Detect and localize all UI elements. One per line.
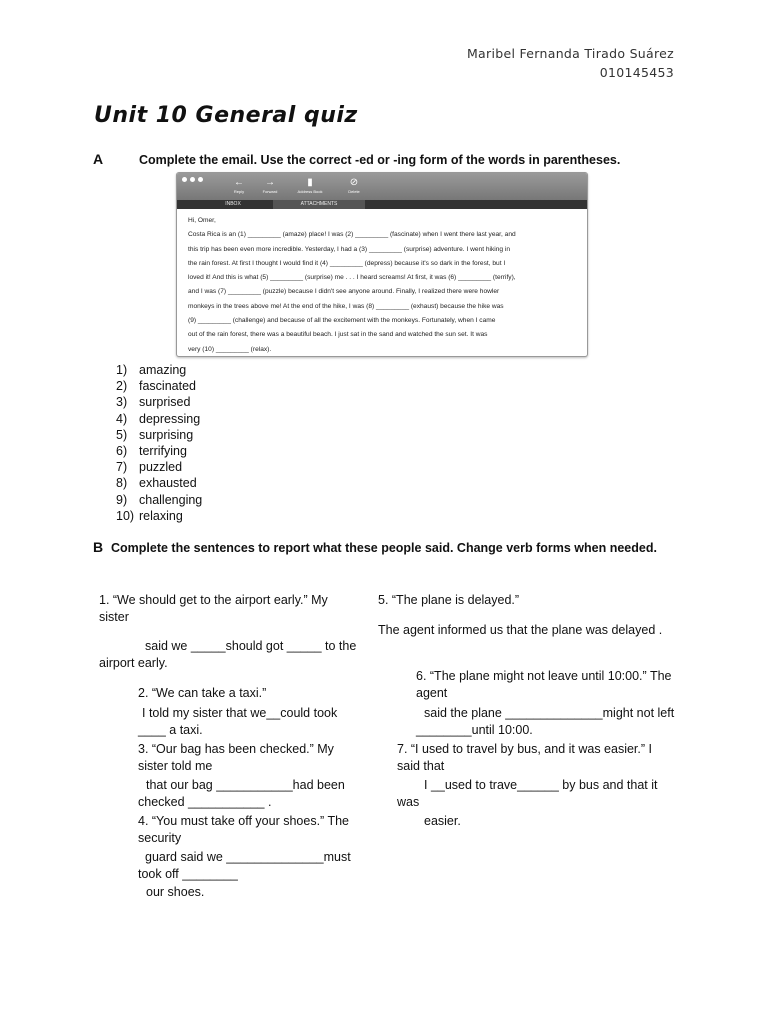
email-image [176, 172, 588, 357]
section-a-instruction: Complete the email. Use the correct -ed or -ing form of the words in parentheses. [139, 153, 621, 167]
section-b-instruction: Complete the sentences to report what these people said. Change verb forms when needed. [111, 541, 657, 555]
question-6-quote: 6. “The plane might not leave until 10:00.” The agent [416, 669, 672, 700]
forward-label: Forward [262, 189, 278, 194]
answer-number: 1) [116, 363, 128, 377]
answer-number: 3) [116, 395, 128, 410]
email-line: Costa Rica is an (1) _________ (amaze) place! I was (2) _________ (fascinate) when I went there last year, and [188, 231, 516, 239]
answer-text: exhausted [139, 476, 197, 491]
question-1-answer: said we _____should got _____ to the airport early. [99, 639, 357, 670]
reply-button [226, 177, 252, 195]
email-line: this trip has been even more incredible. Yesterday, I had a (3) _________ (surprise) adventure. I went hiking in [188, 245, 511, 253]
address-book-icon: ▮ [307, 177, 313, 188]
answer-text: depressing [139, 411, 201, 426]
forward-arrow-icon: → [265, 177, 275, 188]
email-line: (9) _________ (challenge) and because of all the excitement with the monkeys. Fortunately, when I came [188, 317, 496, 325]
email-line: Hi, Omer, [188, 217, 216, 224]
section-b-letter: B [93, 539, 104, 555]
delete-label: Delete [348, 189, 360, 194]
author-id: 010145453 [599, 65, 674, 80]
question-1-quote: 1. “We should get to the airport early.” My sister [99, 593, 328, 624]
list-item [116, 427, 202, 443]
answer-number: 4) [116, 411, 128, 426]
forward-button [257, 177, 283, 195]
question-7-quote: 7. “I used to travel by bus, and it was easier.” I said that [397, 742, 652, 773]
window-dot-icon [182, 177, 187, 182]
question-2-quote: 2. “We can take a taxi.” [138, 686, 267, 700]
reply-arrow-icon: ← [234, 177, 244, 188]
list-item [116, 378, 202, 394]
email-line: very (10) _________ (relax). [188, 345, 272, 353]
question-5-answer: The agent informed us that the plane was delayed . [378, 623, 663, 637]
question-5-quote: 5. “The plane is delayed.” [378, 593, 520, 607]
address-book-button [294, 177, 326, 195]
email-line: and I was (7) _________ (puzzle) because I didn't see anyone around. Finally, I realized there were howler [188, 288, 500, 296]
list-item [116, 459, 202, 475]
answer-text: terrifying [139, 444, 187, 459]
list-item [116, 411, 202, 427]
window-dot-icon [198, 177, 203, 182]
answer-number: 7) [116, 460, 128, 475]
section-a-letter: A [93, 151, 104, 167]
email-line: loved it! And this is what (5) _________ (surprise) me . . . I heard screams! At first, it was (6) _________ (terrify), [188, 274, 516, 282]
question-6-answer: said the plane ______________might not left ________until 10:00. [416, 706, 675, 737]
question-4-answer: guard said we ______________must took off ________ [138, 850, 351, 881]
question-4-quote: 4. “You must take off your shoes.” The security [138, 814, 349, 845]
question-4-continuation: our shoes. [146, 885, 205, 899]
question-7-continuation: easier. [424, 814, 461, 828]
question-2-answer: I told my sister that we__could took ____ a taxi. [138, 706, 338, 737]
author-name: Maribel Fernanda Tirado Suárez [466, 46, 674, 61]
list-item [116, 394, 202, 410]
address-book-label: Address Book [297, 189, 323, 194]
email-body [188, 214, 580, 357]
reply-label: Reply [233, 189, 245, 194]
answer-number: 9) [116, 492, 128, 507]
list-item [116, 362, 202, 378]
answer-text: challenging [139, 492, 203, 507]
tab-inbox: INBOX [225, 201, 241, 207]
answer-text: surprised [139, 395, 191, 410]
answer-number: 8) [116, 476, 128, 491]
page-title: Unit 10 General quiz [94, 103, 358, 128]
answer-text: puzzled [139, 460, 183, 475]
question-3-answer: that our bag ___________had been checked ___________ . [138, 778, 345, 809]
list-item [116, 443, 202, 459]
answer-number: 10) [116, 508, 135, 523]
question-7-answer: I __used to trave______ by bus and that it was [397, 778, 658, 809]
answer-list [116, 362, 202, 524]
answer-text: fascinated [139, 379, 196, 394]
tab-attachments: ATTACHMENTS [273, 200, 365, 209]
delete-icon: ⊘ [349, 177, 359, 188]
answer-number: 2) [116, 379, 128, 394]
email-line: the rain forest. At first I thought I would find it (4) _________ (depress) because it's so dark in the forest, but I [188, 259, 506, 267]
answer-text: relaxing [139, 508, 183, 523]
delete-button [341, 177, 367, 195]
answer-text: surprising [139, 427, 194, 442]
window-dot-icon [190, 177, 195, 182]
list-item [116, 508, 202, 524]
email-tabs [177, 200, 587, 209]
question-3-quote: 3. “Our bag has been checked.” My sister told me [138, 742, 334, 773]
answer-number: 6) [116, 444, 128, 459]
list-item [116, 475, 202, 491]
list-item [116, 492, 202, 508]
answer-text: amazing [139, 363, 187, 377]
email-toolbar [177, 173, 587, 200]
answer-number: 5) [116, 427, 128, 442]
email-line: monkeys in the trees above me! At the end of the hike, I was (8) _________ (exhaust) because the hike was [188, 302, 504, 310]
email-line: out of the rain forest, there was a beautiful beach. I just sat in the sand and watched the sun set. It was [188, 331, 488, 339]
author-block [467, 44, 674, 82]
